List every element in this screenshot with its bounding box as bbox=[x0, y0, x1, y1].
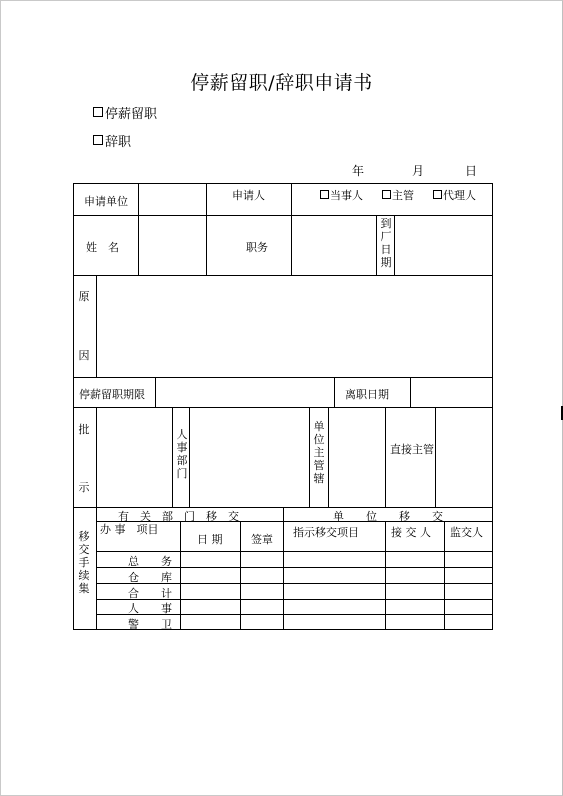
dept-handover-header: 有 关 部 门 移 交 bbox=[118, 510, 239, 523]
col-instr-header: 指示移交项目 bbox=[293, 526, 359, 539]
handover-row-warehouse: 仓 库 bbox=[128, 571, 172, 584]
direct-head-label: 直接主管 bbox=[390, 443, 434, 456]
col-item-header: 办 事 项目 bbox=[100, 523, 159, 536]
checkbox-icon[interactable] bbox=[382, 190, 391, 199]
date-month: 月 bbox=[412, 164, 425, 178]
approve-label-top: 批 bbox=[78, 423, 90, 436]
date-day: 日 bbox=[465, 164, 478, 178]
approve-label-bottom: 示 bbox=[78, 481, 90, 494]
page-title: 停薪留职/辞职申请书 bbox=[190, 72, 373, 94]
role-supervisor[interactable]: 主管 bbox=[382, 187, 414, 203]
position-label: 职务 bbox=[246, 241, 268, 254]
date-year: 年 bbox=[352, 164, 365, 178]
unit-head-label: 单位主管辖 bbox=[313, 420, 325, 485]
reason-label-bottom: 因 bbox=[78, 349, 90, 362]
leave-date-label: 离职日期 bbox=[345, 388, 389, 401]
handover-row-personnel: 人 事 bbox=[128, 602, 172, 615]
option-resign[interactable]: 辞职 bbox=[93, 131, 131, 150]
checkbox-icon[interactable] bbox=[433, 190, 442, 199]
applicant-label: 申请人 bbox=[232, 189, 265, 202]
handover-row-total: 合 计 bbox=[128, 587, 172, 600]
reason-label-top: 原 bbox=[78, 290, 90, 303]
hr-dept-label: 人事部门 bbox=[176, 428, 188, 480]
handover-row-general: 总 务 bbox=[128, 555, 172, 568]
arrive-date-label: 到厂日期 bbox=[380, 217, 392, 269]
role-party[interactable]: 当事人 bbox=[320, 187, 363, 203]
col-sign-header: 签章 bbox=[251, 533, 273, 546]
handover-side-label: 移交手续集 bbox=[78, 530, 90, 595]
col-date-header: 日 期 bbox=[197, 533, 223, 546]
col-supervisor-header: 监交人 bbox=[450, 526, 483, 539]
unit-label: 申请单位 bbox=[84, 195, 128, 208]
handover-row-guard: 警 卫 bbox=[128, 618, 172, 631]
unit-handover-header: 单 位 移 交 bbox=[333, 510, 443, 523]
option-unpaid-leave[interactable]: 停薪留职 bbox=[93, 103, 157, 122]
role-deputy[interactable]: 代理人 bbox=[433, 187, 476, 203]
col-receiver-header: 接 交 人 bbox=[391, 526, 431, 539]
name-label: 姓 名 bbox=[86, 241, 119, 254]
checkbox-icon[interactable] bbox=[320, 190, 329, 199]
period-label: 停薪留职期限 bbox=[79, 388, 145, 401]
